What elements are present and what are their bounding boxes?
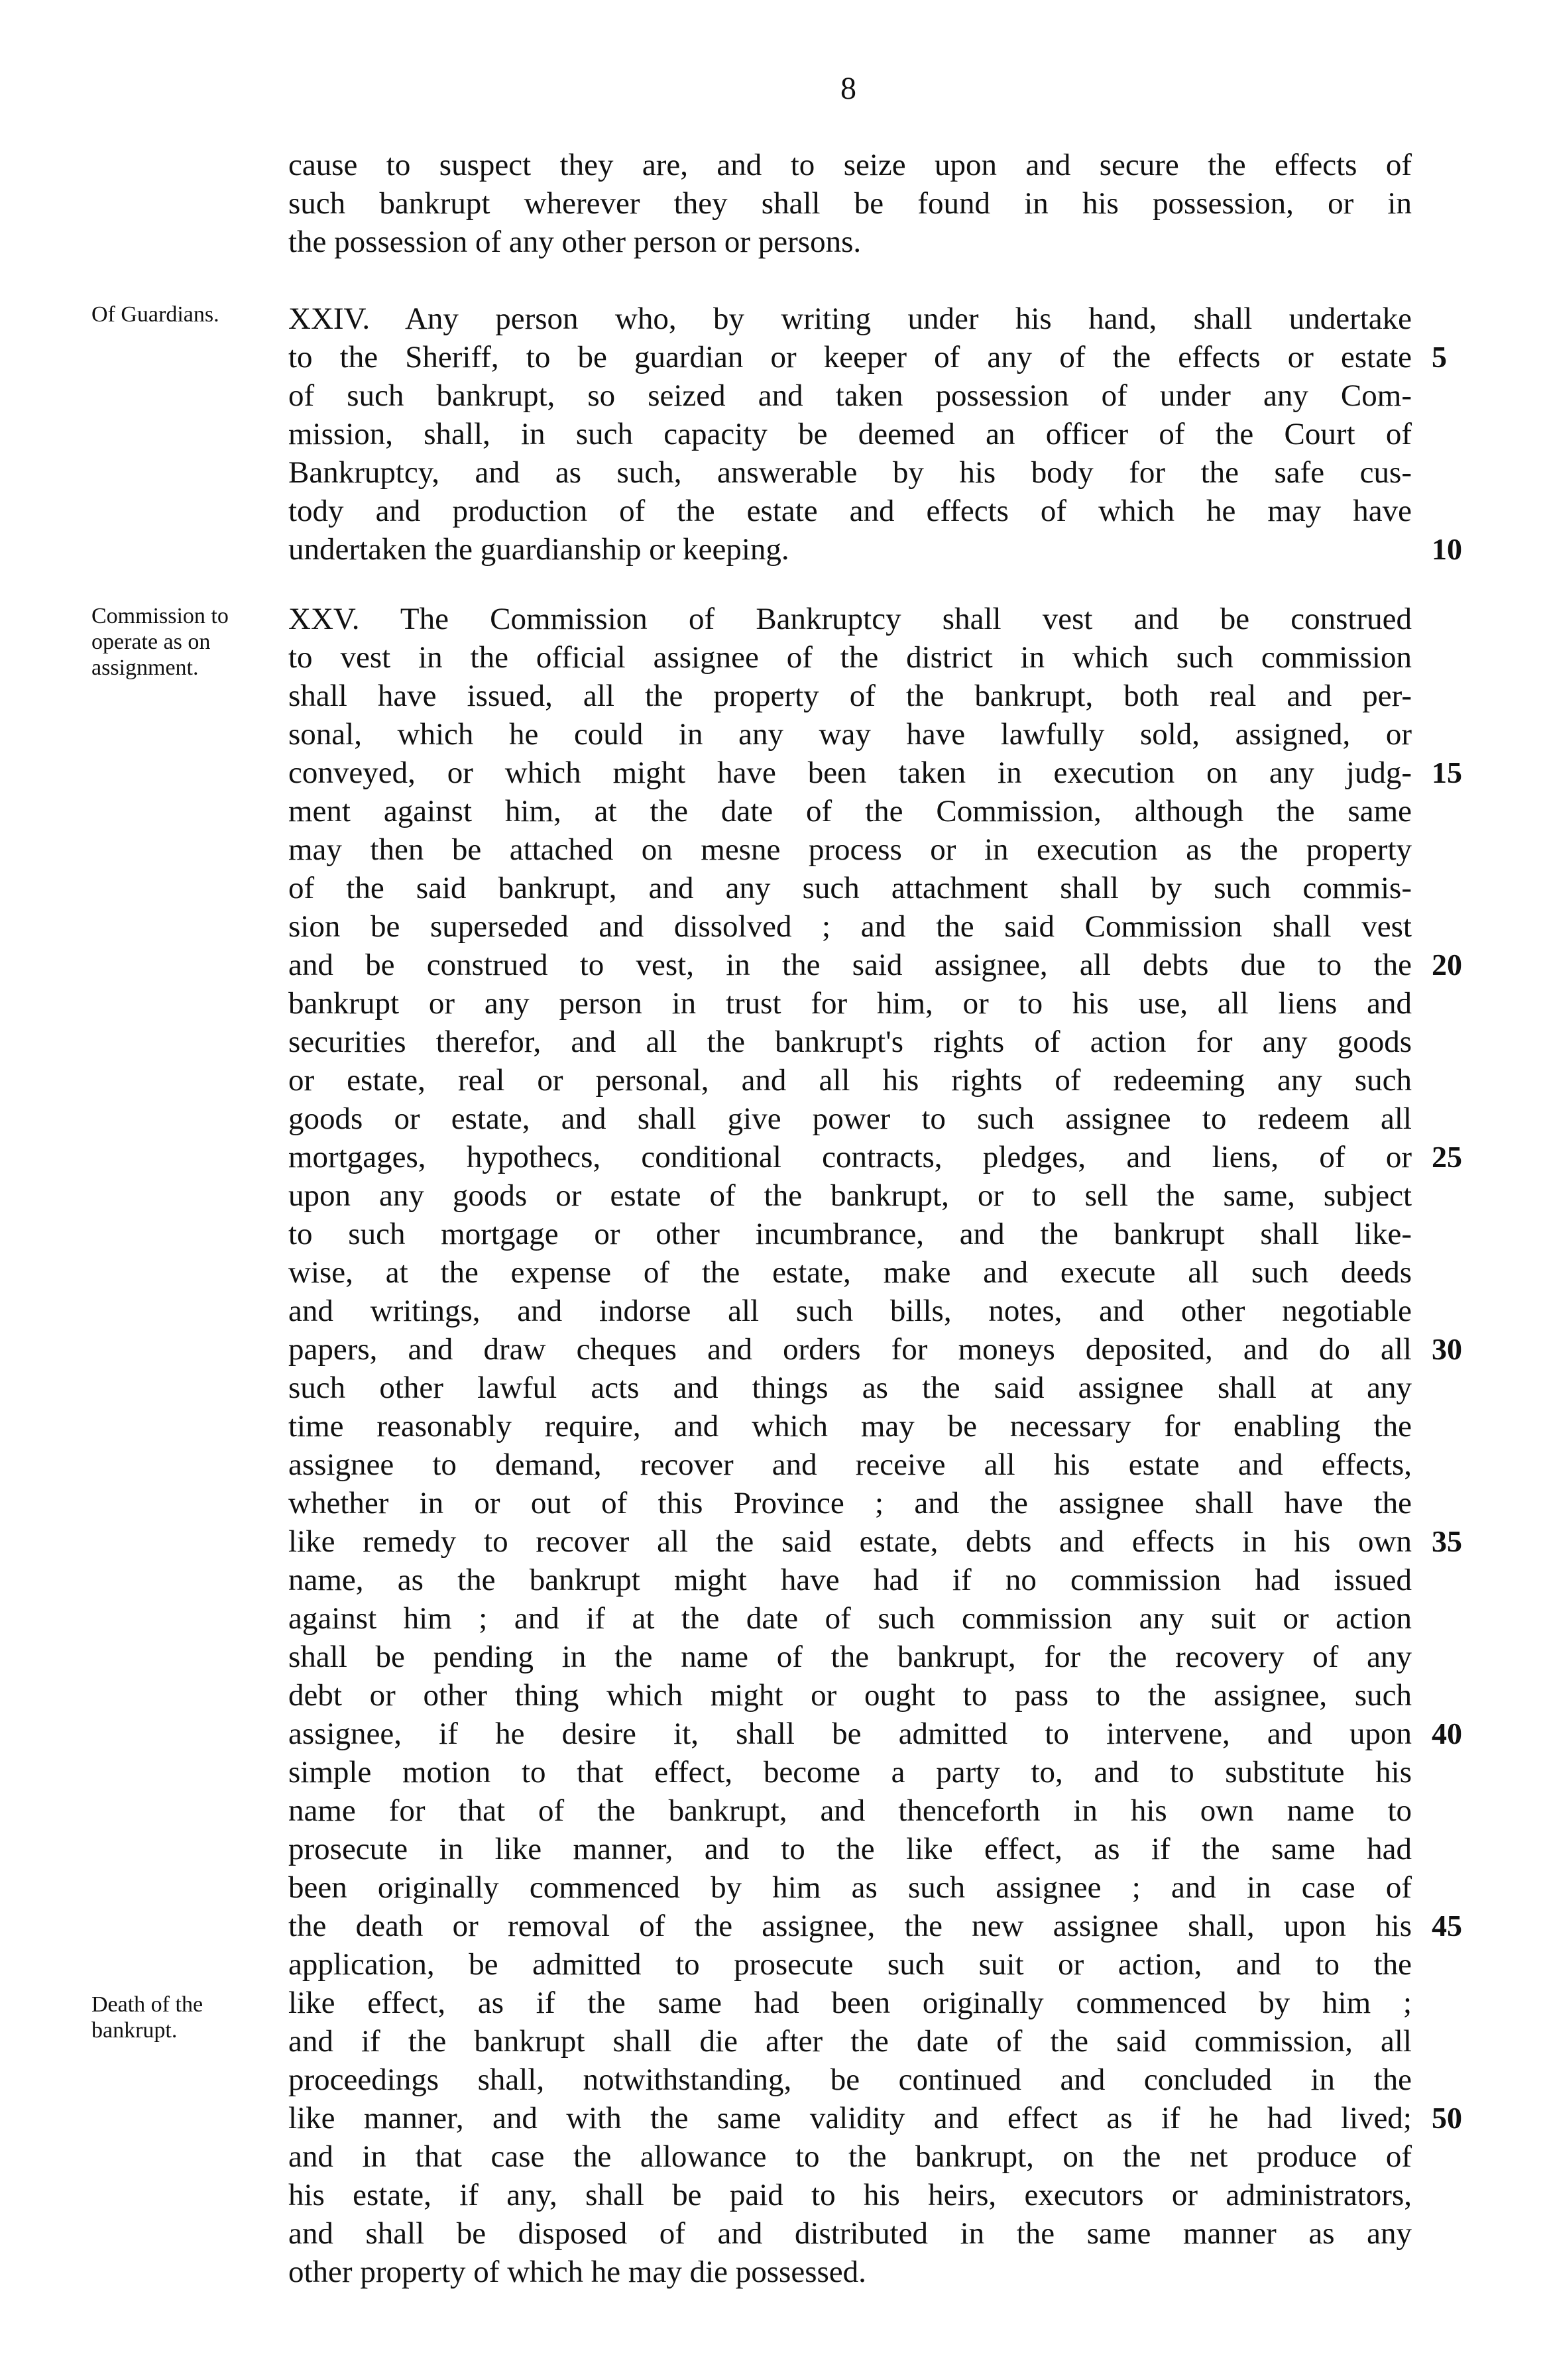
margin-note-line: Commission to [91, 604, 229, 628]
text-line: proceedings shall, notwithstanding, be continued and concluded in the [288, 2063, 1412, 2097]
text-line: ment against him, at the date of the Commission, although the same [288, 794, 1412, 828]
line-number: 15 [1432, 756, 1462, 789]
text-line: sonal, which he could in any way have lawfully sold, assigned, or [288, 717, 1412, 752]
margin-note-death-of-bankrupt [91, 1992, 290, 2043]
margin-note-line: assignment. [91, 655, 199, 680]
line-number: 10 [1432, 532, 1462, 566]
text-line: XXIV. Any person who, by writing under his hand, shall undertake [288, 302, 1412, 336]
text-line: of such bankrupt, so seized and taken possession of under any Com- [288, 378, 1412, 413]
text-line: against him ; and if at the date of such commission any suit or action [288, 1601, 1412, 1636]
text-line: been originally commenced by him as such assignee ; and in case of [288, 1870, 1412, 1905]
line-number: 40 [1432, 1717, 1462, 1750]
margin-note-line: bankrupt. [91, 2018, 178, 2043]
line-number: 25 [1432, 1140, 1462, 1174]
text-line: cause to suspect they are, and to seize upon and secure the effects of [288, 148, 1412, 182]
text-line: undertaken the guardianship or keeping. [288, 532, 789, 567]
line-number: 5 [1432, 340, 1447, 374]
page-number: 8 [840, 71, 856, 106]
text-line: whether in or out of this Province ; and the assignee shall have the [288, 1486, 1412, 1520]
text-line: other property of which he may die possessed. [288, 2255, 866, 2289]
text-line: to such mortgage or other incumbrance, and the bankrupt shall like- [288, 1217, 1412, 1251]
margin-note-commission [91, 603, 290, 681]
text-line: and in that case the allowance to the bankrupt, on the net produce of [288, 2139, 1412, 2174]
line-number: 45 [1432, 1909, 1462, 1943]
line-number: 35 [1432, 1524, 1462, 1558]
text-line: may then be attached on mesne process or in execution as the property [288, 832, 1412, 867]
text-line: simple motion to that effect, become a party to, and to substitute his [288, 1755, 1412, 1789]
text-line: or estate, real or personal, and all his rights of redeeming any such [288, 1063, 1412, 1098]
margin-note-line: Death of the [91, 1992, 203, 2017]
text-line: name for that of the bankrupt, and thenceforth in his own name to [288, 1793, 1412, 1828]
text-line: prosecute in like manner, and to the like effect, as if the same had [288, 1832, 1412, 1866]
text-line: the death or removal of the assignee, the new assignee shall, upon his [288, 1909, 1412, 1943]
text-line: his estate, if any, shall be paid to his heirs, executors or administrators, [288, 2178, 1412, 2212]
text-line: mortgages, hypothecs, conditional contracts, pledges, and liens, of or [288, 1140, 1412, 1174]
text-line: Bankruptcy, and as such, answerable by his body for the safe cus- [288, 455, 1412, 490]
text-line: XXV. The Commission of Bankruptcy shall vest and be construed [288, 602, 1412, 636]
text-line: shall have issued, all the property of the bankrupt, both real and per- [288, 679, 1412, 713]
text-line: assignee to demand, recover and receive all his estate and effects, [288, 1447, 1412, 1482]
line-number: 30 [1432, 1332, 1462, 1366]
text-line: application, be admitted to prosecute such suit or action, and to the [288, 1947, 1412, 1982]
text-line: conveyed, or which might have been taken in execution on any judg- [288, 756, 1412, 790]
line-number: 20 [1432, 948, 1462, 982]
text-line: such other lawful acts and things as the said assignee shall at any [288, 1371, 1412, 1405]
text-line: wise, at the expense of the estate, make and execute all such deeds [288, 1255, 1412, 1290]
line-number: 50 [1432, 2101, 1462, 2135]
margin-note-line: operate as on [91, 630, 211, 654]
text-line: like manner, and with the same validity and effect as if he had lived; [288, 2101, 1412, 2135]
text-line: the possession of any other person or persons. [288, 225, 862, 259]
text-line: papers, and draw cheques and orders for moneys deposited, and do all [288, 1332, 1412, 1367]
text-line: goods or estate, and shall give power to such assignee to redeem all [288, 1102, 1412, 1136]
text-line: and shall be disposed of and distributed in the same manner as any [288, 2216, 1412, 2251]
text-line: tody and production of the estate and effects of which he may have [288, 494, 1412, 528]
text-line: and writings, and indorse all such bills, notes, and other negotiable [288, 1294, 1412, 1328]
text-line: time reasonably require, and which may be necessary for enabling the [288, 1409, 1412, 1444]
text-line: like remedy to recover all the said estate, debts and effects in his own [288, 1524, 1412, 1559]
text-line: and be construed to vest, in the said assignee, all debts due to the [288, 948, 1412, 982]
text-line: such bankrupt wherever they shall be found in his possession, or in [288, 186, 1412, 221]
text-line: of the said bankrupt, and any such attachment shall by such commis- [288, 871, 1412, 905]
text-line: mission, shall, in such capacity be deemed an officer of the Court of [288, 417, 1412, 451]
margin-note-of-guardians [91, 302, 290, 327]
text-line: upon any goods or estate of the bankrupt, or to sell the same, subject [288, 1178, 1412, 1213]
text-line: sion be superseded and dissolved ; and the said Commission shall vest [288, 909, 1412, 944]
text-line: name, as the bankrupt might have had if no commission had issued [288, 1563, 1412, 1597]
text-line: assignee, if he desire it, shall be admitted to intervene, and upon [288, 1717, 1412, 1751]
text-line: to the Sheriff, to be guardian or keeper of any of the effects or estate [288, 340, 1412, 374]
text-line: bankrupt or any person in trust for him, or to his use, all liens and [288, 986, 1412, 1021]
margin-note-text: Of Guardians. [91, 302, 219, 327]
text-line: securities therefor, and all the bankrupt's rights of action for any goods [288, 1025, 1412, 1059]
text-line: shall be pending in the name of the bankrupt, for the recovery of any [288, 1640, 1412, 1674]
text-line: like effect, as if the same had been originally commenced by him ; [288, 1986, 1412, 2020]
text-line: debt or other thing which might or ought to pass to the assignee, such [288, 1678, 1412, 1713]
text-line: and if the bankrupt shall die after the date of the said commission, all [288, 2024, 1412, 2059]
text-line: to vest in the official assignee of the district in which such commission [288, 640, 1412, 675]
